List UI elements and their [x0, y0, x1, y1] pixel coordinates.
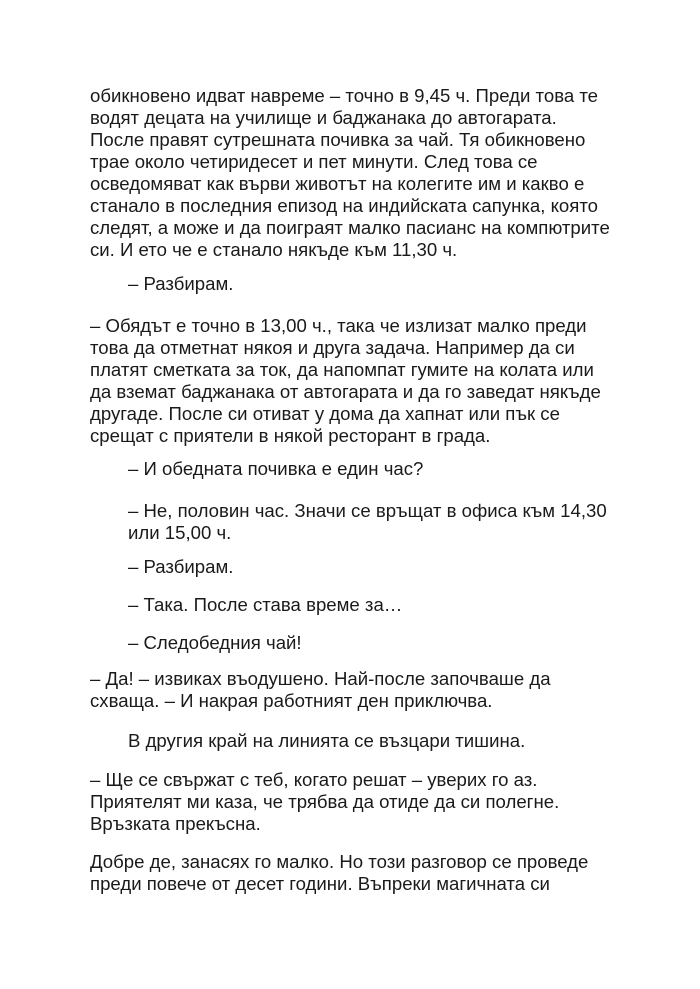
- text-line: срещат с приятели в някой ресторант в града.: [90, 425, 491, 446]
- text-line: – И обедната почивка е един час?: [128, 458, 424, 479]
- text-line: станало в последния епизод на индийската сапунка, която: [90, 195, 598, 216]
- paragraph: [90, 668, 630, 712]
- paragraph: [90, 315, 630, 447]
- text-line: – Ще се свържат с теб, когато решат – уверих го аз.: [90, 769, 538, 790]
- text-line: – Не, половин час. Значи се връщат в офиса към 14,30: [128, 500, 607, 521]
- paragraph: [128, 594, 668, 616]
- text-line: водят децата на училище и баджанака до автогарата.: [90, 107, 557, 128]
- text-line: Приятелят ми каза, че трябва да отиде да си полегне.: [90, 791, 560, 812]
- paragraph: [128, 273, 668, 295]
- paragraph: [128, 500, 668, 544]
- text-line: – Разбирам.: [128, 273, 234, 294]
- text-line: платят сметката за ток, да напомпат гумите на колата или: [90, 359, 594, 380]
- text-line: – Разбирам.: [128, 556, 234, 577]
- text-line: – Следобедния чай!: [128, 632, 302, 653]
- text-line: да вземат баджанака от автогарата и да го заведат някъде: [90, 381, 601, 402]
- paragraph: [90, 769, 630, 835]
- text-line: трае около четиридесет и пет минути. След това се: [90, 151, 538, 172]
- text-line: другаде. После си отиват у дома да хапнат или пък се: [90, 403, 560, 424]
- text-line: преди повече от десет години. Въпреки магичната си: [90, 873, 550, 894]
- paragraph: [128, 632, 668, 654]
- text-line: – Да! – извиках въодушено. Най-после започваше да: [90, 668, 551, 689]
- text-line: или 15,00 ч.: [128, 522, 232, 543]
- text-line: схваща. – И накрая работният ден приключва.: [90, 690, 493, 711]
- paragraph: [128, 458, 668, 480]
- text-line: си. И ето че е станало някъде към 11,30 ч.: [90, 239, 458, 260]
- paragraph: [90, 851, 630, 895]
- text-line: следят, а може и да поиграят малко пасианс на компютрите: [90, 217, 610, 238]
- text-line: Добре де, занасях го малко. Но този разговор се проведе: [90, 851, 589, 872]
- text-line: В другия край на линията се възцари тишина.: [128, 730, 526, 751]
- text-line: После правят сутрешната почивка за чай. Тя обикновено: [90, 129, 586, 150]
- paragraph: [128, 730, 668, 752]
- paragraph: [90, 85, 630, 261]
- text-line: – Обядът е точно в 13,00 ч., така че излизат малко преди: [90, 315, 587, 336]
- text-line: осведомяват как върви животът на колегите им и какво е: [90, 173, 585, 194]
- text-line: – Така. После става време за…: [128, 594, 403, 615]
- paragraph: [128, 556, 668, 578]
- text-line: обикновено идват навреме – точно в 9,45 ч. Преди това те: [90, 85, 599, 106]
- text-line: Връзката прекъсна.: [90, 813, 261, 834]
- text-line: това да отметнат някоя и друга задача. Например да си: [90, 337, 575, 358]
